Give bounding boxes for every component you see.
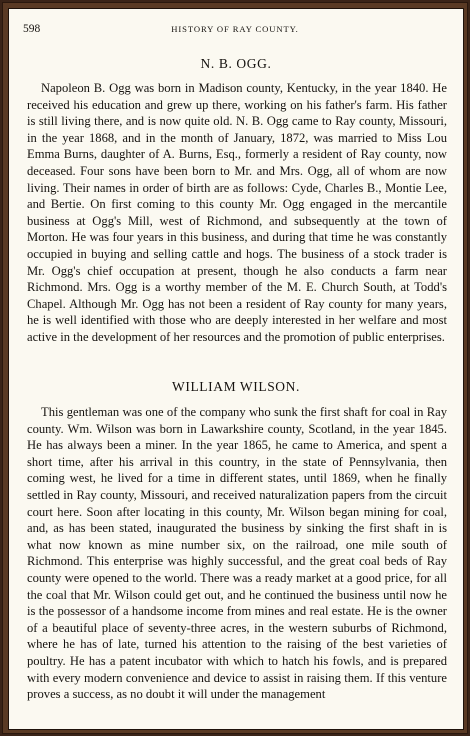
- biography-title-wilson: WILLIAM WILSON.: [172, 379, 300, 394]
- biography-text-wilson: This gentleman was one of the company who sunk the first shaft for coal in Ray county. Wm. Wilson was born in Lawarkshire county, Scotland, in the year 1845. He has always been a miner. In the year 1865, he came to America, and spent a short time, after his arrival in this country, in the state of Pennsylvania, then coming west, he lived for a time in different states, until 1869, when he finally settled in Ray county, Missouri, and received naturalization papers from the circuit court here. Soon after locating in this county, Mr. Wilson began mining for coal, and, as has been stated, inaugurated the business by sinking the first shaft in is what now known as mine number six, on the railroad, one mile south of Richmond. This enterprise was highly successful, and the great coal beds of Ray county were opened to the world. There was a ready market at a good price, for all the coal that Mr. Wilson could get out, and he continued the business until now he is the possessor of a handsome income from mines and real estate. He is the owner of a beautiful place of seventy-three acres, in the western suburbs of Richmond, where he has of late, turned his attention to the raising of the best varieties of poultry. He has a patent incubator with which to hatch his fowls, and is prepared with every modern convenience and device to assist in raising them. If this venture proves a success, as no doubt it will under the management: [27, 405, 447, 702]
- book-page: [8, 8, 464, 730]
- page-header: [19, 23, 451, 37]
- biography-text-ogg: Napoleon B. Ogg was born in Madison county, Kentucky, in the year 1840. He received his education and grew up there, working on his father's farm. His father is still living there, and is now quite old. N. B. Ogg came to Ray county, Missouri, in the year 1868, and in the month of January, 1872, was married to Miss Lou Emma Burns, daughter of A. Burns, Esq., formerly a resident of Ray county, now deceased. Four sons have been born to Mr. and Mrs. Ogg, all of whom are now living. Their names in order of birth are as follows: Cyde, Charles B., Montie Lee, and Bertie. On first coming to this county Mr. Ogg engaged in the mercantile business at Ogg's Mill, west of Richmond, and subsequently at the town of Morton. He was four years in this business, and during that time he was constantly occupied in buying and selling cattle and hogs. The business of a stock trader is Mr. Ogg's chief occupation at present, though he also conducts a farm near Richmond. Mrs. Ogg is a worthy member of the M. E. Church South, at Todd's Chapel. Although Mr. Ogg has not been a resident of Ray county for many years, he is well identified with those who are deeply interested in her welfare and most active in the development of her resources and the promotion of public enterprises.: [27, 81, 447, 344]
- running-title: HISTORY OF RAY COUNTY.: [171, 24, 299, 34]
- page-number: 598: [23, 23, 41, 35]
- page-frame: [2, 2, 468, 734]
- biography-title-ogg: N. B. OGG.: [200, 56, 272, 71]
